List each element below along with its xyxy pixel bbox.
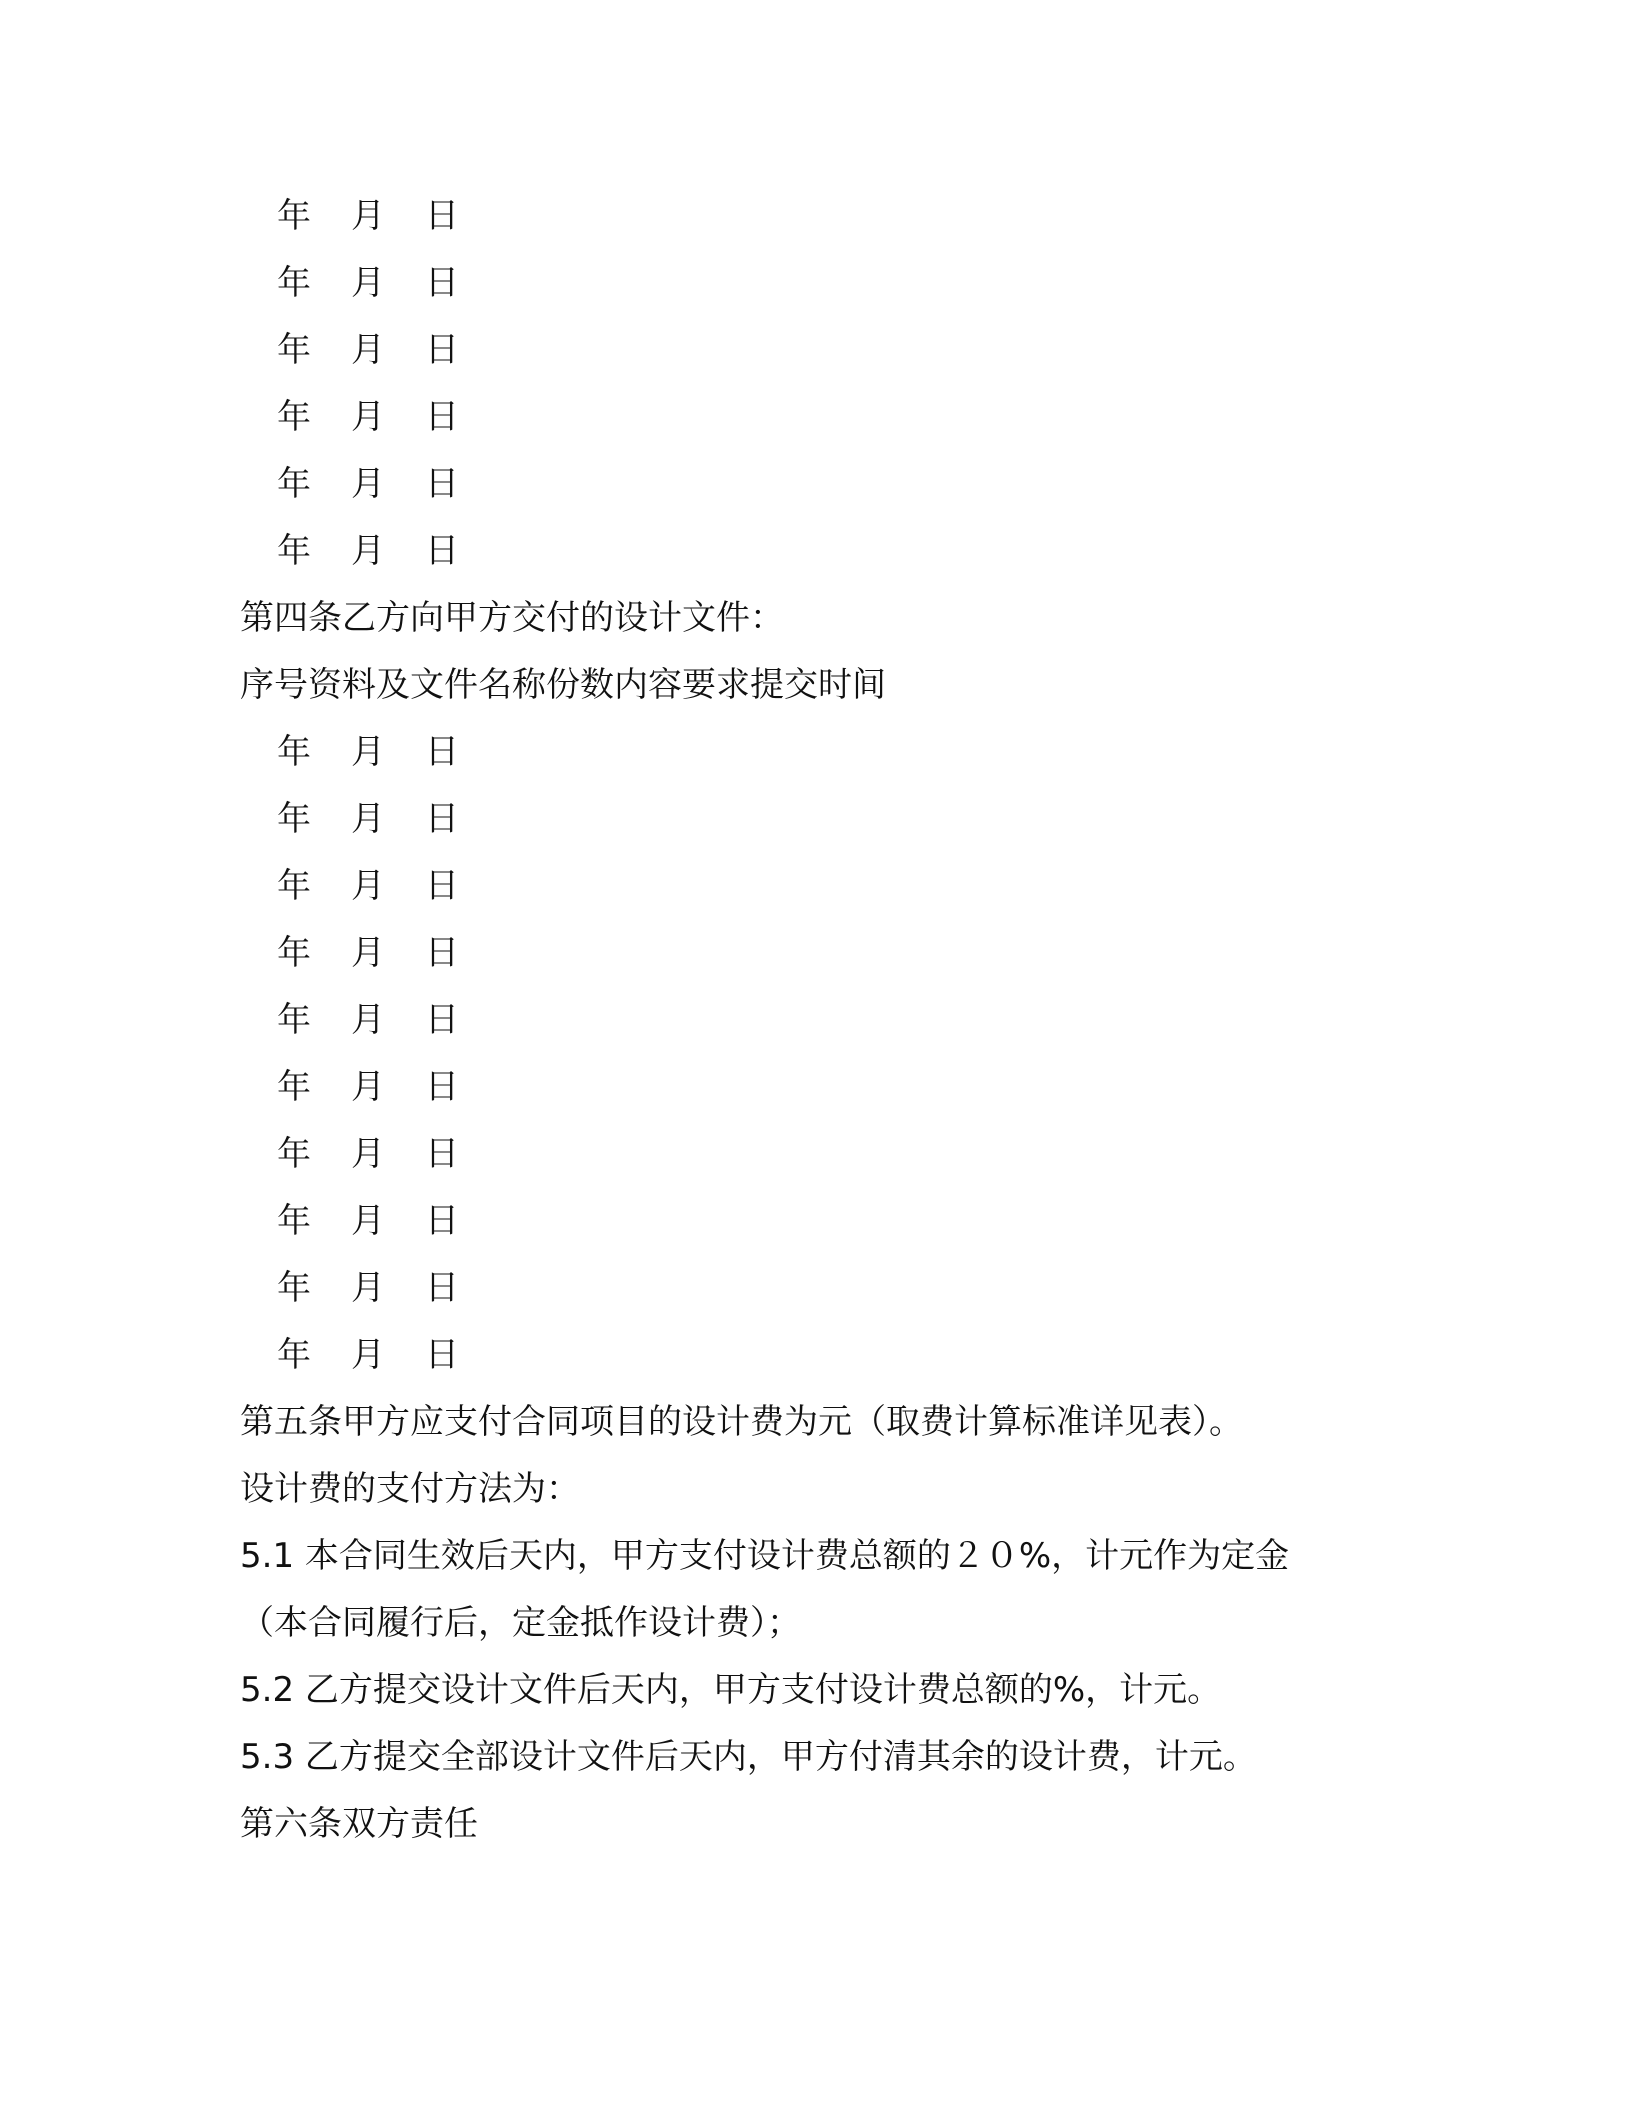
day-label: 日 (425, 732, 459, 772)
date-row (277, 451, 465, 518)
year-label: 年 (277, 196, 311, 236)
date-row (277, 1255, 465, 1322)
deliverables-table-header: 序号资料及文件名称份数内容要求提交时间 (240, 665, 886, 705)
year-label: 年 (277, 1067, 311, 1107)
article-5-heading: 第五条甲方应支付合同项目的设计费为元（取费计算标准详见表）。 (240, 1402, 1243, 1442)
month-label: 月 (351, 330, 385, 370)
clause-5-2: 5.2 乙方提交设计文件后天内，甲方支付设计费总额的%，计元。 (240, 1670, 1222, 1710)
day-label: 日 (425, 1134, 459, 1174)
day-label: 日 (425, 1067, 459, 1107)
month-label: 月 (351, 263, 385, 303)
day-label: 日 (425, 196, 459, 236)
date-row (277, 719, 465, 786)
date-row (277, 786, 465, 853)
day-label: 日 (425, 866, 459, 906)
year-label: 年 (277, 1000, 311, 1040)
date-row (277, 183, 465, 250)
year-label: 年 (277, 799, 311, 839)
month-label: 月 (351, 732, 385, 772)
day-label: 日 (425, 1335, 459, 1375)
clause-5-1-continuation: （本合同履行后，定金抵作设计费）； (240, 1603, 801, 1643)
day-label: 日 (425, 263, 459, 303)
month-label: 月 (351, 1201, 385, 1241)
month-label: 月 (351, 196, 385, 236)
day-label: 日 (425, 1268, 459, 1308)
month-label: 月 (351, 1268, 385, 1308)
month-label: 月 (351, 464, 385, 504)
month-label: 月 (351, 866, 385, 906)
year-label: 年 (277, 732, 311, 772)
date-row (277, 1188, 465, 1255)
date-row (277, 317, 465, 384)
day-label: 日 (425, 531, 459, 571)
day-label: 日 (425, 1000, 459, 1040)
year-label: 年 (277, 1268, 311, 1308)
day-label: 日 (425, 464, 459, 504)
month-label: 月 (351, 1335, 385, 1375)
year-label: 年 (277, 866, 311, 906)
day-label: 日 (425, 397, 459, 437)
date-row (277, 987, 465, 1054)
clause-5-3: 5.3 乙方提交全部设计文件后天内，甲方付清其余的设计费，计元。 (240, 1737, 1257, 1777)
clause-5-1: 5.1 本合同生效后天内，甲方支付设计费总额的２０%，计元作为定金 (240, 1536, 1290, 1576)
month-label: 月 (351, 1134, 385, 1174)
year-label: 年 (277, 464, 311, 504)
month-label: 月 (351, 799, 385, 839)
year-label: 年 (277, 1134, 311, 1174)
date-row (277, 1054, 465, 1121)
day-label: 日 (425, 1201, 459, 1241)
day-label: 日 (425, 933, 459, 973)
year-label: 年 (277, 330, 311, 370)
year-label: 年 (277, 1201, 311, 1241)
article-4-heading: 第四条乙方向甲方交付的设计文件： (240, 598, 784, 638)
month-label: 月 (351, 933, 385, 973)
month-label: 月 (351, 1000, 385, 1040)
date-row (277, 518, 465, 585)
date-row (277, 853, 465, 920)
year-label: 年 (277, 1335, 311, 1375)
year-label: 年 (277, 933, 311, 973)
date-row (277, 250, 465, 317)
date-row (277, 384, 465, 451)
day-label: 日 (425, 799, 459, 839)
year-label: 年 (277, 263, 311, 303)
year-label: 年 (277, 531, 311, 571)
month-label: 月 (351, 1067, 385, 1107)
day-label: 日 (425, 330, 459, 370)
date-row (277, 1121, 465, 1188)
month-label: 月 (351, 397, 385, 437)
year-label: 年 (277, 397, 311, 437)
date-row (277, 920, 465, 987)
payment-method-label: 设计费的支付方法为： (240, 1469, 580, 1509)
month-label: 月 (351, 531, 385, 571)
article-6-heading: 第六条双方责任 (240, 1804, 478, 1844)
date-row (277, 1322, 465, 1389)
